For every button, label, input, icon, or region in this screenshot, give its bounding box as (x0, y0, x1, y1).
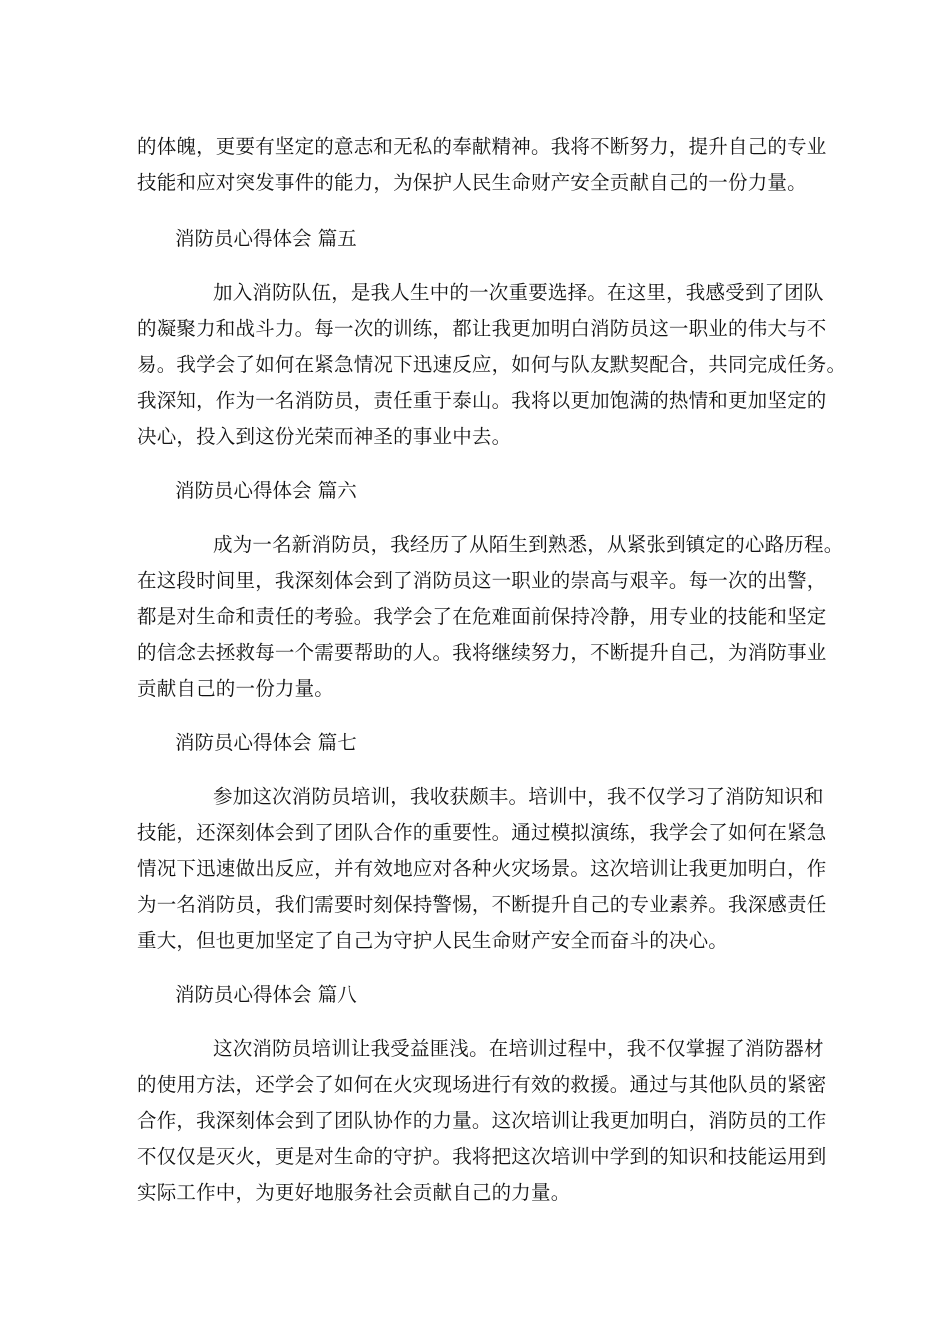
section-heading-5: 消防员心得体会 篇五 (175, 227, 357, 250)
paragraph-line: 在这段时间里，我深刻体会到了消防员这一职业的崇高与艰辛。每一次的出警， (137, 569, 827, 592)
paragraph-line: 成为一名新消防员，我经历了从陌生到熟悉，从紧张到镇定的心路历程。 (213, 533, 844, 556)
section-heading-6: 消防员心得体会 篇六 (175, 479, 357, 502)
section-heading-7: 消防员心得体会 篇七 (175, 731, 357, 754)
paragraph-line: 的信念去拯救每一个需要帮助的人。我将继续努力，不断提升自己，为消防事业 (137, 641, 827, 664)
section-heading-8: 消防员心得体会 篇八 (175, 983, 357, 1006)
paragraph-line: 为一名消防员，我们需要时刻保持警惕，不断提升自己的专业素养。我深感责任 (137, 893, 827, 916)
paragraph-line: 加入消防队伍，是我人生中的一次重要选择。在这里，我感受到了团队 (213, 281, 824, 304)
paragraph-line: 技能，还深刻体会到了团队合作的重要性。通过模拟演练，我学会了如何在紧急 (137, 821, 827, 844)
paragraph-line: 参加这次消防员培训，我收获颇丰。培训中，我不仅学习了消防知识和 (213, 785, 824, 808)
paragraph-line: 不仅仅是灭火，更是对生命的守护。我将把这次培训中学到的知识和技能运用到 (137, 1145, 827, 1168)
paragraph-line: 决心，投入到这份光荣而神圣的事业中去。 (137, 425, 512, 448)
paragraph-line: 易。我学会了如何在紧急情况下迅速反应，如何与队友默契配合，共同完成任务。 (137, 353, 847, 376)
paragraph-line: 我深知，作为一名消防员，责任重于泰山。我将以更加饱满的热情和更加坚定的 (137, 389, 827, 412)
paragraph-line: 重大，但也更加坚定了自己为守护人民生命财产安全而奋斗的决心。 (137, 929, 729, 952)
paragraph-line: 情况下迅速做出反应，并有效地应对各种火灾场景。这次培训让我更加明白，作 (137, 857, 827, 880)
paragraph-line: 贡献自己的一份力量。 (137, 677, 335, 700)
paragraph-line: 技能和应对突发事件的能力，为保护人民生命财产安全贡献自己的一份力量。 (137, 171, 807, 194)
paragraph-line: 合作，我深刻体会到了团队协作的力量。这次培训让我更加明白，消防员的工作 (137, 1109, 827, 1132)
paragraph-line: 实际工作中，为更好地服务社会贡献自己的力量。 (137, 1181, 571, 1204)
paragraph-line: 这次消防员培训让我受益匪浅。在培训过程中，我不仅掌握了消防器材 (213, 1037, 824, 1060)
paragraph-line: 都是对生命和责任的考验。我学会了在危难面前保持冷静，用专业的技能和坚定 (137, 605, 827, 628)
paragraph-line: 的使用方法，还学会了如何在火灾现场进行有效的救援。通过与其他队员的紧密 (137, 1073, 827, 1096)
paragraph-line: 的体魄，更要有坚定的意志和无私的奉献精神。我将不断努力，提升自己的专业 (137, 135, 827, 158)
paragraph-line: 的凝聚力和战斗力。每一次的训练，都让我更加明白消防员这一职业的伟大与不 (137, 317, 827, 340)
